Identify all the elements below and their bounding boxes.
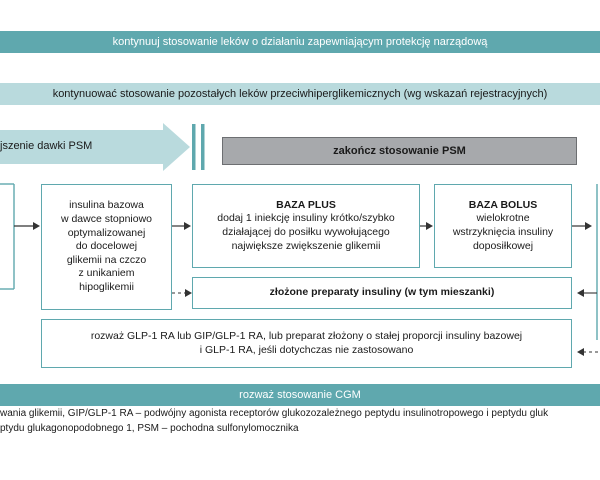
basal-line-6: z unikaniem bbox=[78, 267, 135, 280]
reduce-psm-label: jszenie dawki PSM bbox=[0, 140, 93, 152]
glp1-box bbox=[41, 319, 572, 368]
stop-bar-2 bbox=[201, 124, 205, 170]
legend-line-2: ptydu glukagonopodobnego 1, PSM – pochodna sulfonylomocznika bbox=[0, 422, 299, 434]
dashed-arrow-premix-left-head bbox=[185, 289, 192, 297]
basal-line-5: glikemii na czczo bbox=[66, 253, 147, 266]
baza-bolus-box bbox=[434, 184, 572, 268]
baza-plus-line-3: największe zwiększenie glikemii bbox=[231, 239, 381, 252]
basal-line-1: insulina bazowa bbox=[69, 199, 144, 212]
glp1-line-1: rozważ GLP-1 RA lub GIP/GLP-1 RA, lub preparat złożony o stałej proporcji insuliny bazowej bbox=[90, 329, 523, 342]
abbreviations-legend bbox=[0, 407, 600, 436]
cgm-text: rozważ stosowanie CGM bbox=[239, 389, 361, 401]
dashed-arrow-glp1-head bbox=[577, 348, 584, 356]
stop-psm-bar bbox=[222, 137, 577, 165]
arrow-to-baza-bolus-head bbox=[426, 222, 433, 230]
other-drugs-text: kontynuować stosowanie pozostałych leków przeciwhiperglikemicznych (wg wskazań rejestracyjnych) bbox=[52, 88, 548, 100]
premix-text: złożone preparaty insuliny (w tym mieszanki) bbox=[269, 286, 495, 299]
basal-line-3: optymalizowanej bbox=[67, 226, 146, 239]
arrow-right-out-head bbox=[585, 222, 592, 230]
baza-plus-line-1: dodaj 1 iniekcję insuliny krótko/szybko bbox=[217, 212, 395, 225]
stop-psm-text: zakończ stosowanie PSM bbox=[333, 145, 466, 157]
baza-bolus-line-1: wielokrotne bbox=[476, 212, 530, 225]
glp1-line-2: i GLP-1 RA, jeśli dotychczas nie zastosowano bbox=[199, 343, 414, 356]
baza-bolus-line-2: wstrzyknięcia insuliny bbox=[452, 226, 554, 238]
basal-line-7: hipoglikemii bbox=[79, 281, 134, 294]
organ-protection-text: kontynuuj stosowanie leków o działaniu zapewniającym protekcję narządową bbox=[112, 36, 488, 48]
legend-line-1: wania glikemii, GIP/GLP-1 RA – podwójny agonista receptorów glukozozależnego peptydu insulinotropowego i peptydu gluk bbox=[0, 408, 549, 419]
arrow-to-baza-plus-head bbox=[184, 222, 191, 230]
basal-insulin-box bbox=[41, 184, 172, 310]
baza-plus-line-2: działającej do posiłku wywołującego bbox=[222, 226, 390, 238]
basal-line-2: w dawce stopniowo bbox=[60, 212, 153, 225]
arrow-premix-right-head bbox=[577, 289, 584, 297]
baza-bolus-title: BAZA BOLUS bbox=[468, 198, 538, 211]
basal-line-4: do docelowej bbox=[75, 240, 138, 253]
arrow-to-basal-head bbox=[33, 222, 40, 230]
stop-bar-1 bbox=[192, 124, 196, 170]
baza-plus-box bbox=[192, 184, 420, 268]
baza-plus-title: BAZA PLUS bbox=[276, 198, 336, 211]
baza-bolus-line-3: doposiłkowej bbox=[472, 239, 534, 252]
cgm-band bbox=[0, 384, 600, 406]
premix-insulin-box bbox=[192, 277, 572, 309]
